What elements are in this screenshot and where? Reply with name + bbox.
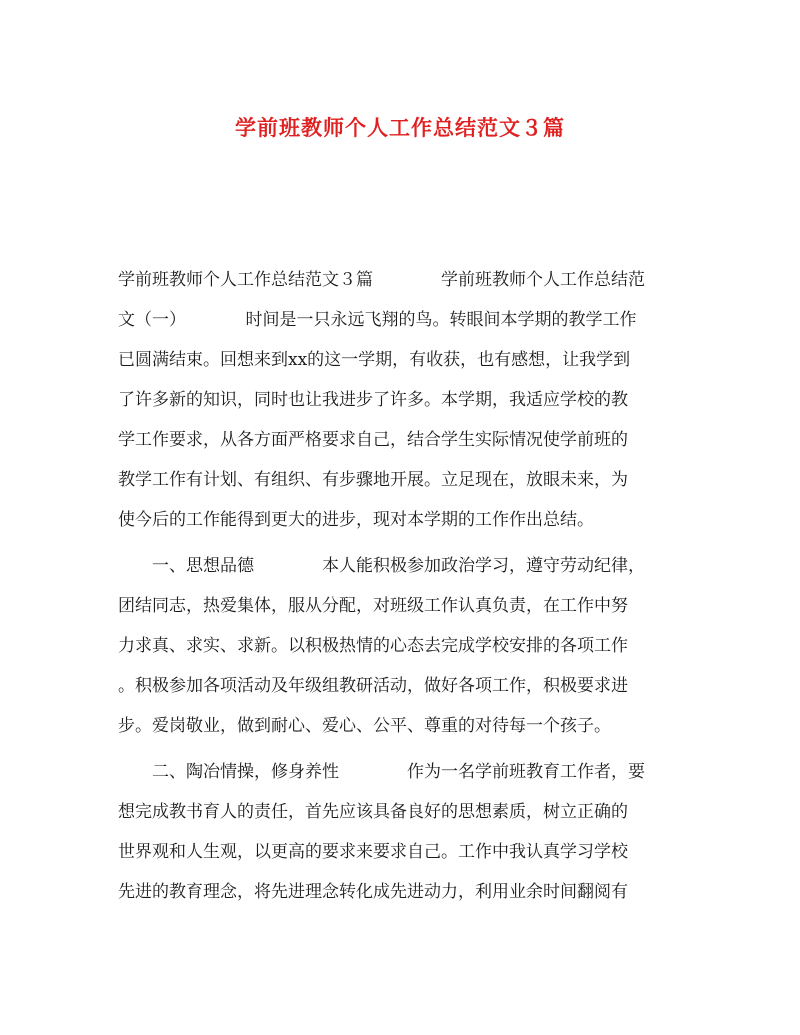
body-line: 团结同志，热爱集体，服从分配，对班级工作认真负责，在工作中努 xyxy=(118,596,628,616)
body-line: 使今后的工作能得到更大的进步，现对本学期的工作作出总结。 xyxy=(118,510,594,530)
body-line: 。积极参加各项活动及年级组教研活动，做好各项工作，积极要求进 xyxy=(118,676,628,696)
document-title: 学前班教师个人工作总结范文３篇 xyxy=(235,115,565,140)
body-line: 教学工作有计划、有组织、有步骤地开展。立足现在，放眼未来，为 xyxy=(118,470,628,490)
body-line: 已圆满结束。回想来到xx的这一学期，有收获，也有感想，让我学到 xyxy=(118,350,631,370)
body-line: 步。爱岗敬业，做到耐心、爱心、公平、尊重的对待每一个孩子。 xyxy=(118,716,611,736)
body-line: 先进的教育理念，将先进理念转化成先进动力，利用业余时间翻阅有 xyxy=(118,882,628,902)
body-line: 二、陶冶情操，修身养性 作为一名学前班教育工作者，要 xyxy=(118,762,645,782)
body-line: 了许多新的知识，同时也让我进步了许多。本学期，我适应学校的教 xyxy=(118,390,628,410)
body-line: 文（一） 时间是一只永远飞翔的鸟。转眼间本学期的教学工作 xyxy=(118,310,637,330)
body-line: 学前班教师个人工作总结范文３篇 学前班教师个人工作总结范 xyxy=(118,270,645,290)
body-line: 一、思想品德 本人能积极参加政治学习，遵守劳动纪律， xyxy=(118,556,645,576)
body-line: 想完成教书育人的责任，首先应该具备良好的思想素质，树立正确的 xyxy=(118,802,628,822)
body-line: 世界观和人生观，以更高的要求来要求自己。工作中我认真学习学校 xyxy=(118,842,628,862)
body-line: 力求真、求实、求新。以积极热情的心态去完成学校安排的各项工作 xyxy=(118,636,628,656)
body-line: 学工作要求，从各方面严格要求自己，结合学生实际情况使学前班的 xyxy=(118,430,628,450)
